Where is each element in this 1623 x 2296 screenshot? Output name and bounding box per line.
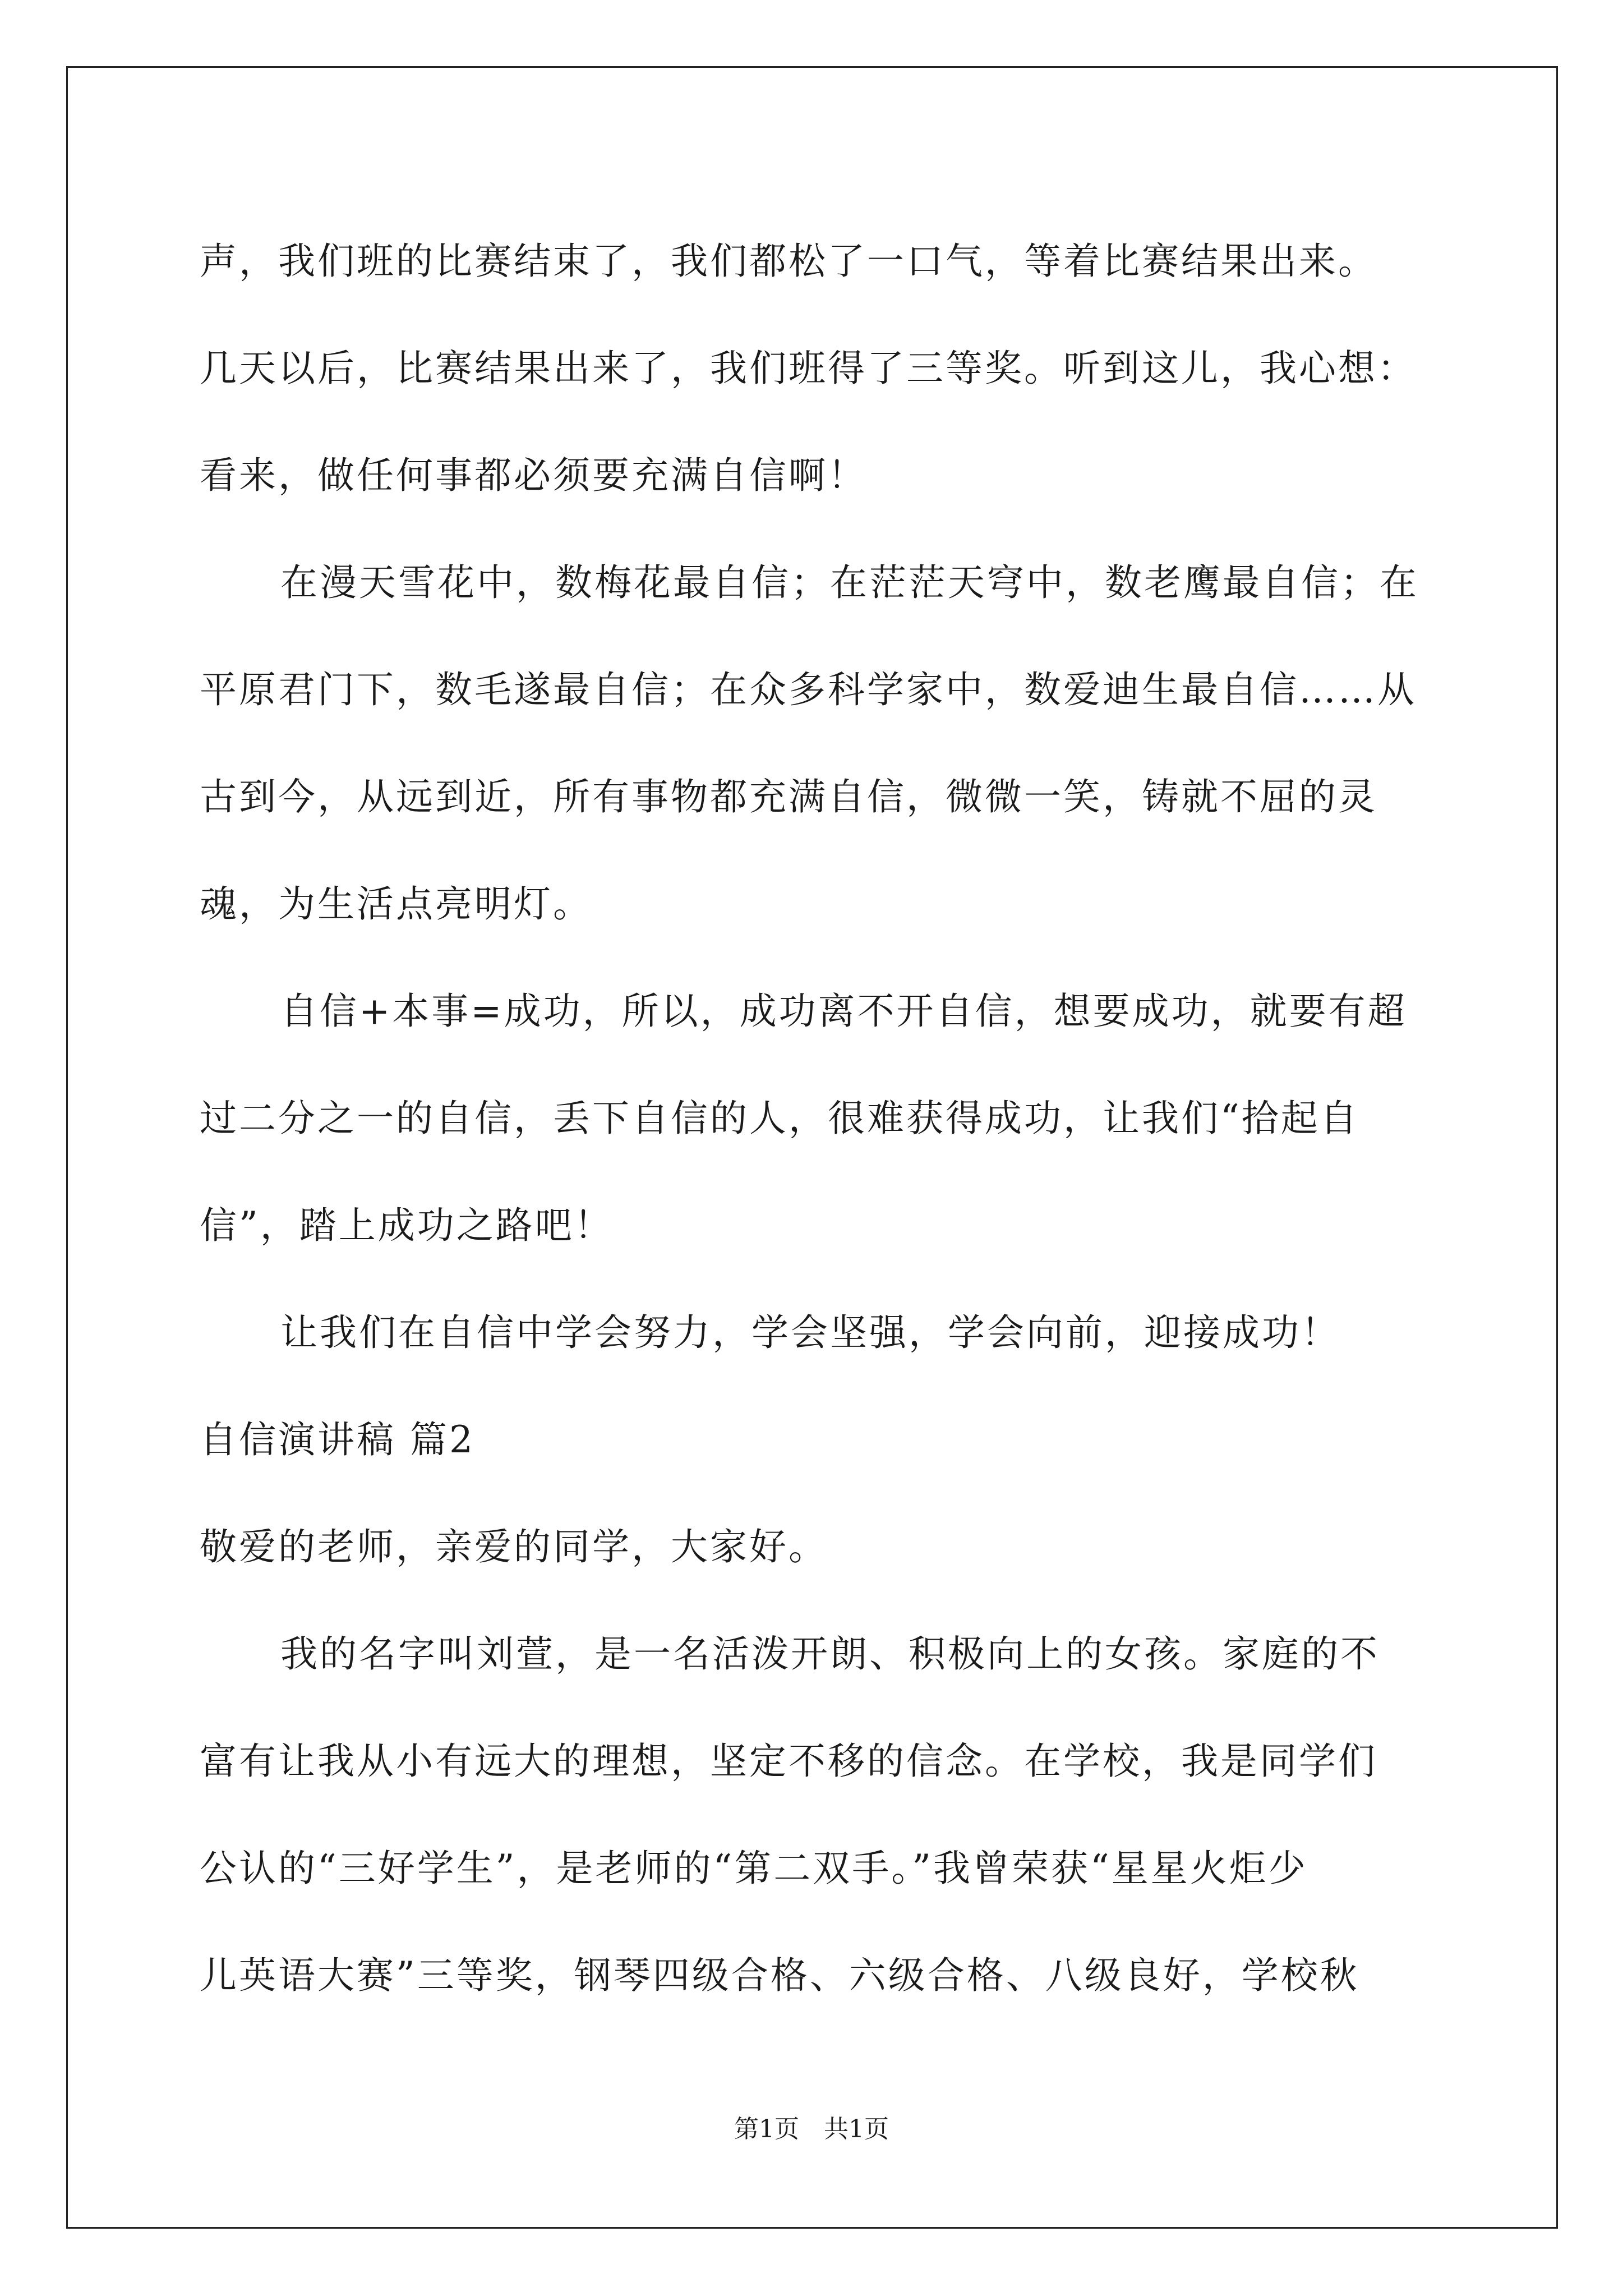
text-line: 看来，做任何事都必须要充满自信啊！ (200, 454, 867, 497)
text-line: 信”，踏上成功之路吧！ (200, 1204, 614, 1247)
page-number-footer: 第1页 共1页 (734, 2115, 889, 2143)
text-line: 魂，为生活点亮明灯。 (200, 882, 592, 926)
greeting-line: 敬爱的老师，亲爱的同学，大家好。 (200, 1525, 828, 1568)
text-line: 公认的“三好学生”，是老师的“第二双手。”我曾荣获“星星火炬少 (200, 1847, 1308, 1890)
text-line: 我的名字叫刘萱，是一名活泼开朗、积极向上的女孩。家庭的不 (280, 1632, 1380, 1676)
text-line: 让我们在自信中学会努力，学会坚强，学会向前，迎接成功！ (280, 1311, 1340, 1354)
text-line: 富有让我从小有远大的理想，坚定不移的信念。在学校，我是同学们 (200, 1740, 1377, 1783)
text-line: 古到今，从远到近，所有事物都充满自信，微微一笑，铸就不屈的灵 (200, 775, 1377, 818)
text-line: 几天以后，比赛结果出来了，我们班得了三等奖。听到这儿，我心想： (200, 347, 1417, 390)
text-line: 儿英语大赛”三等奖，钢琴四级合格、六级合格、八级良好，学校秋 (200, 1954, 1359, 1997)
document-body (200, 208, 1428, 2029)
text-line: 在漫天雪花中，数梅花最自信；在茫茫天穹中，数老鹰最自信；在 (280, 561, 1419, 604)
section-heading: 自信演讲稿 篇2 (200, 1418, 475, 1461)
text-line: 平原君门下，数毛遂最自信；在众多科学家中，数爱迪生最自信……从 (200, 668, 1417, 711)
text-line: 声，我们班的比赛结束了，我们都松了一口气，等着比赛结果出来。 (200, 240, 1377, 283)
text-line: 自信+本事=成功，所以，成功离不开自信，想要成功，就要有超 (280, 990, 1407, 1033)
text-line: 过二分之一的自信，丢下自信的人，很难获得成功，让我们“拾起自 (200, 1097, 1359, 1140)
